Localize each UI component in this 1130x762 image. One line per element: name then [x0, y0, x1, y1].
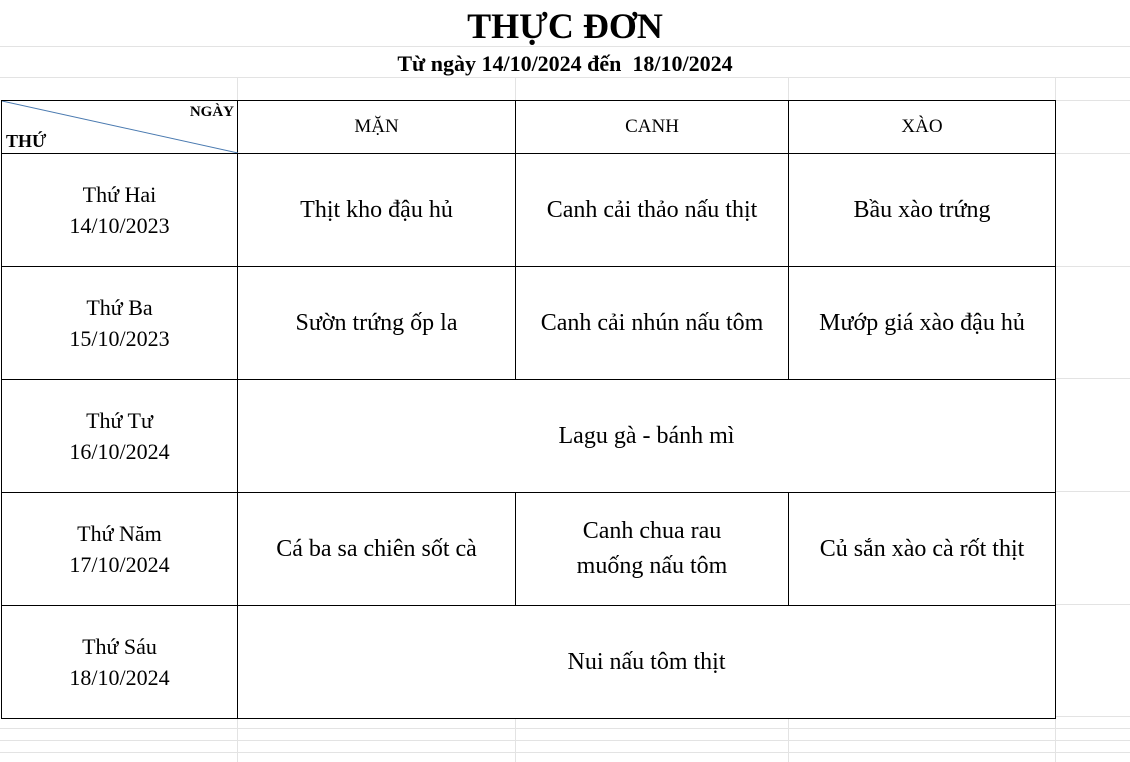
day-cell [2, 380, 238, 493]
table-row [2, 154, 1056, 267]
table-row [2, 493, 1056, 606]
dish-canh: Canh chua rau muống nấu tôm [516, 493, 789, 606]
weekday-label: Thứ Năm [77, 521, 162, 546]
menu-table [1, 100, 1056, 719]
dish-xao: Củ sắn xào cà rốt thịt [789, 493, 1056, 606]
day-cell [2, 606, 238, 719]
dish-man: Thịt kho đậu hủ [238, 154, 516, 267]
weekday-label: Thứ Ba [86, 295, 153, 320]
date-label: 15/10/2023 [69, 326, 170, 351]
table-row [2, 380, 1056, 493]
column-header-canh: CANH [516, 101, 789, 154]
day-cell [2, 267, 238, 380]
corner-label-weekday: THỨ [6, 131, 47, 151]
date-label: 16/10/2024 [69, 439, 170, 464]
weekday-label: Thứ Sáu [82, 634, 157, 659]
day-cell [2, 154, 238, 267]
corner-cell [2, 101, 238, 154]
dish-combined: Nui nấu tôm thịt [238, 606, 1056, 719]
page-title: THỰC ĐƠN [467, 6, 663, 46]
date-label: 17/10/2024 [69, 552, 170, 577]
date-label: 18/10/2024 [69, 665, 170, 690]
table-row [2, 267, 1056, 380]
table-row [2, 606, 1056, 719]
day-cell [2, 493, 238, 606]
header-row [2, 101, 1056, 154]
column-header-xao: XÀO [789, 101, 1056, 154]
date-range-subtitle: Từ ngày 14/10/2024 đến 18/10/2024 [397, 51, 733, 76]
column-header-man: MẶN [238, 101, 516, 154]
dish-combined: Lagu gà - bánh mì [238, 380, 1056, 493]
dish-xao: Bầu xào trứng [789, 154, 1056, 267]
date-label: 14/10/2023 [69, 213, 170, 238]
dish-man: Sườn trứng ốp la [238, 267, 516, 380]
dish-canh: Canh cải thảo nấu thịt [516, 154, 789, 267]
weekday-label: Thứ Tư [86, 408, 153, 433]
weekday-label: Thứ Hai [82, 182, 157, 207]
dish-man: Cá ba sa chiên sốt cà [238, 493, 516, 606]
dish-canh: Canh cải nhún nấu tôm [516, 267, 789, 380]
dish-xao: Mướp giá xào đậu hủ [789, 267, 1056, 380]
corner-label-date: NGÀY [189, 104, 234, 120]
